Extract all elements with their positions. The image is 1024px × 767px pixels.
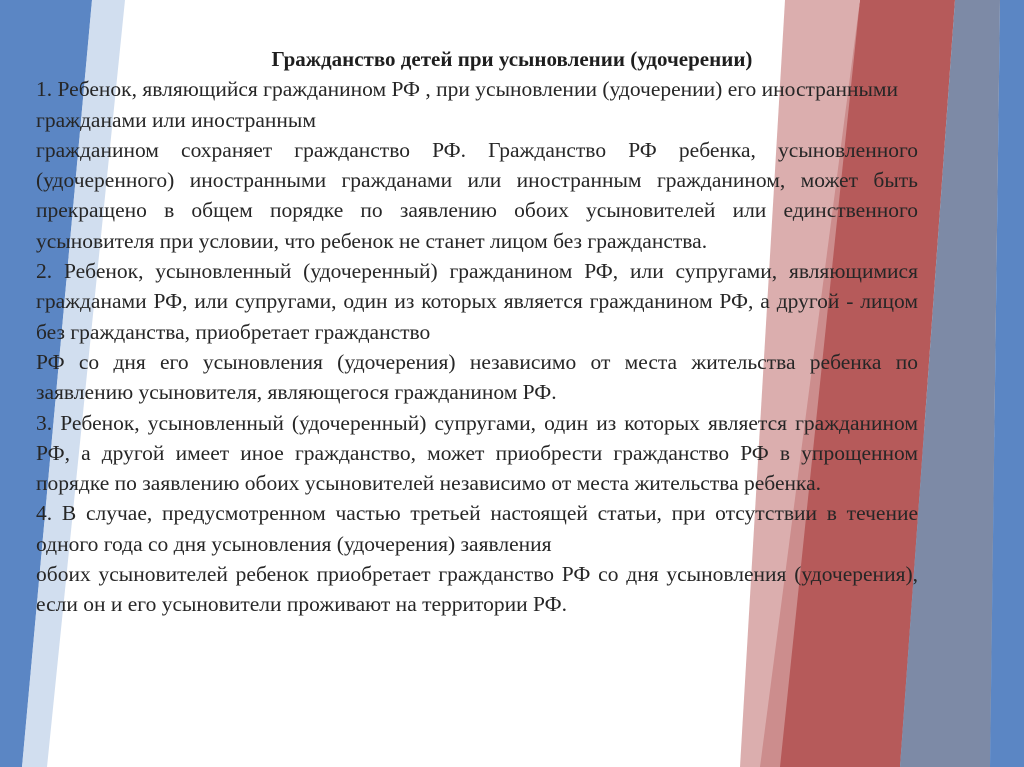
paragraph-2-lead: 2. Ребенок, усыновленный (удочеренный) гражданином РФ, или супругами, являющимися гражданами РФ, или супругами, один из которых является гражданином РФ, а другой - лицом без гражданства, приобретает гражданство: [36, 259, 918, 344]
paragraph-1-lead: 1. Ребенок, являющийся гражданином РФ , при усыновлении (удочерении) его иностранными гражданами или иностранным: [36, 77, 899, 132]
paragraph-1: [36, 74, 918, 256]
paragraph-2: [36, 256, 918, 407]
slide-title: Гражданство детей при усыновлении (удочерении): [271, 47, 753, 71]
paragraph-4-text: обоих усыновителей ребенок приобретает гражданство РФ со дня усыновления (удочерения), если он и его усыновители проживают на территории РФ.: [36, 562, 918, 617]
paragraph-4-lead: 4. В случае, предусмотренном частью третьей настоящей статьи, при отсутствии в течение одного года со дня усыновления (удочерения) заявления: [36, 501, 918, 556]
paragraph-4: [36, 498, 918, 619]
slide-content: [36, 44, 918, 620]
paragraph-3-text: 3. Ребенок, усыновленный (удочеренный) супругами, один из которых является гражданином РФ, а другой имеет иное гражданство, может приобрести гражданство РФ в упрощенном порядке по заявлению обоих усыновителей независимо от места жительства ребенка.: [36, 410, 918, 496]
paragraph-3: [36, 408, 918, 499]
paragraph-2-text: РФ со дня его усыновления (удочерения) независимо от места жительства ребенка по заявлению усыновителя, являющегося гражданином РФ.: [36, 349, 918, 405]
paragraph-1-text: гражданином сохраняет гражданство РФ. Гражданство РФ ребенка, усыновленного (удочеренного) иностранными гражданами или иностранным гражданином, может быть прекращено в общем порядке по заявлению обоих усыновителей или единственного усыновителя при условии, что ребенок не станет лицом без гражданства.: [36, 137, 918, 253]
